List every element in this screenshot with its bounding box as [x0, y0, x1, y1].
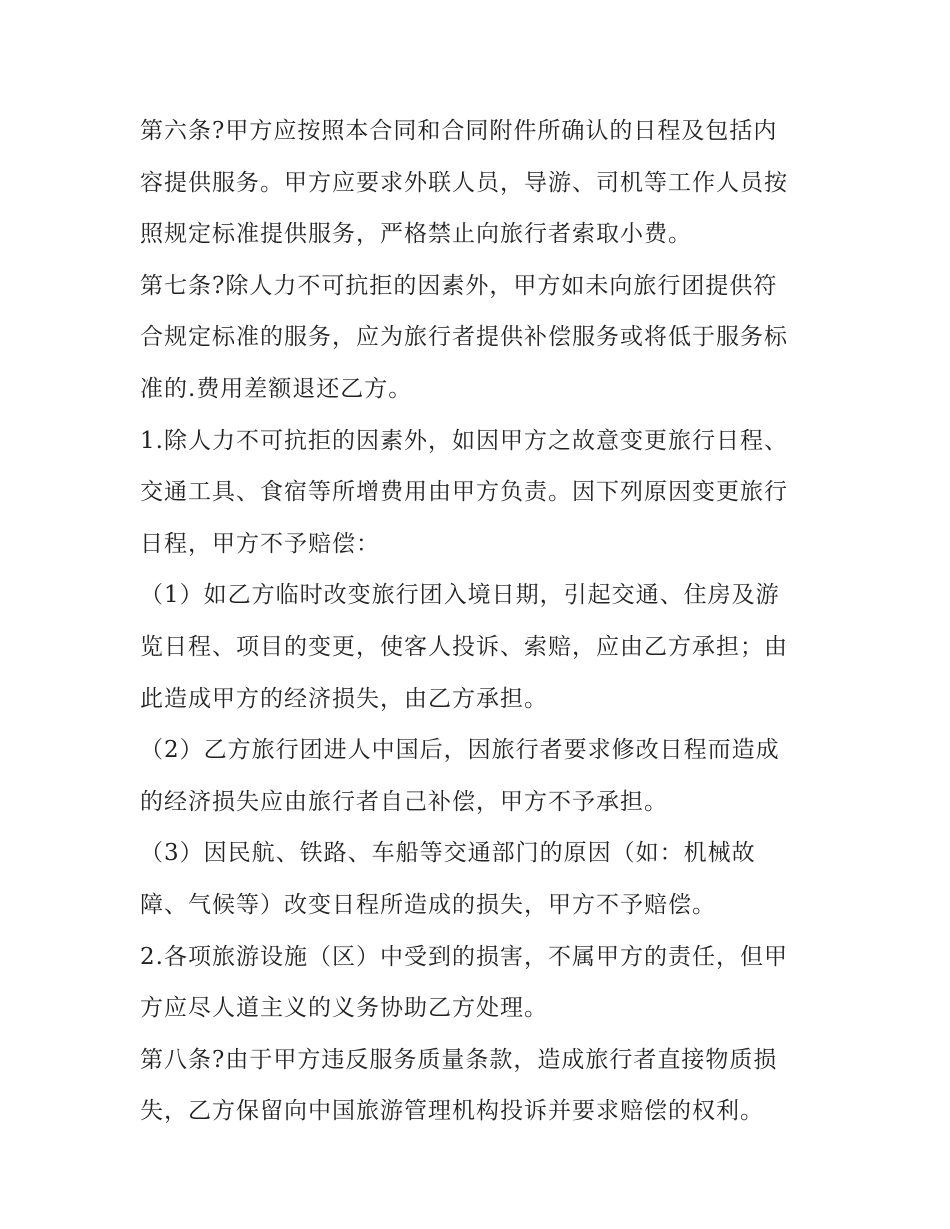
- text-line: 照规定标准提供服务，严格禁止向旅行者索取小费。: [140, 221, 692, 248]
- text-line: 方应尽人道主义的义务协助乙方处理。: [140, 995, 548, 1022]
- text-line: 第八条?由于甲方违反服务质量条款，造成旅行者直接物质损: [140, 1046, 778, 1073]
- document-body: [140, 106, 820, 1138]
- text-line: （2）乙方旅行团进人中国后，因旅行者要求修改日程而造成: [140, 737, 780, 764]
- paragraph-clause-2: [140, 932, 820, 1035]
- text-line: 日程，甲方不予赔偿：: [140, 530, 380, 557]
- text-line: 失，乙方保留向中国旅游管理机构投诉并要求赔偿的权利。: [140, 1098, 764, 1125]
- paragraph-item-1: [140, 570, 820, 725]
- text-line: 的经济损失应由旅行者自己补偿，甲方不予承担。: [140, 788, 668, 815]
- text-line: （1）如乙方临时改变旅行团入境日期，引起交通、住房及游: [140, 582, 780, 609]
- text-line: 合规定标准的服务，应为旅行者提供补偿服务或将低于服务标: [140, 324, 788, 351]
- paragraph-item-2: [140, 725, 820, 828]
- text-line: 第七条?除人力不可抗拒的因素外，甲方如未向旅行团提供符: [140, 272, 778, 299]
- text-line: 准的.费用差额退还乙方。: [140, 375, 413, 402]
- paragraph-clause-1: [140, 416, 820, 571]
- text-line: 此造成甲方的经济损失，由乙方承担。: [140, 685, 548, 712]
- paragraph-article-7: [140, 261, 820, 416]
- paragraph-item-3: [140, 828, 820, 931]
- text-line: 1.除人力不可抗拒的因素外，如因甲方之故意变更旅行日程、: [140, 427, 788, 454]
- paragraph-article-6: [140, 106, 820, 261]
- text-line: 览日程、项目的变更，使客人投诉、索赔，应由乙方承担；由: [140, 633, 788, 660]
- text-line: 容提供服务。甲方应要求外联人员，导游、司机等工作人员按: [140, 169, 788, 196]
- text-line: 障、气候等）改变日程所造成的损失，甲方不予赔偿。: [140, 891, 716, 918]
- text-line: 2.各项旅游设施（区）中受到的损害，不属甲方的责任，但甲: [140, 943, 788, 970]
- text-line: 交通工具、食宿等所增费用由甲方负责。因下列原因变更旅行: [140, 479, 788, 506]
- text-line: 第六条?甲方应按照本合同和合同附件所确认的日程及包括内: [140, 118, 778, 144]
- paragraph-article-8: [140, 1035, 820, 1138]
- text-line: （3）因民航、铁路、车船等交通部门的原因（如：机械故: [140, 840, 756, 867]
